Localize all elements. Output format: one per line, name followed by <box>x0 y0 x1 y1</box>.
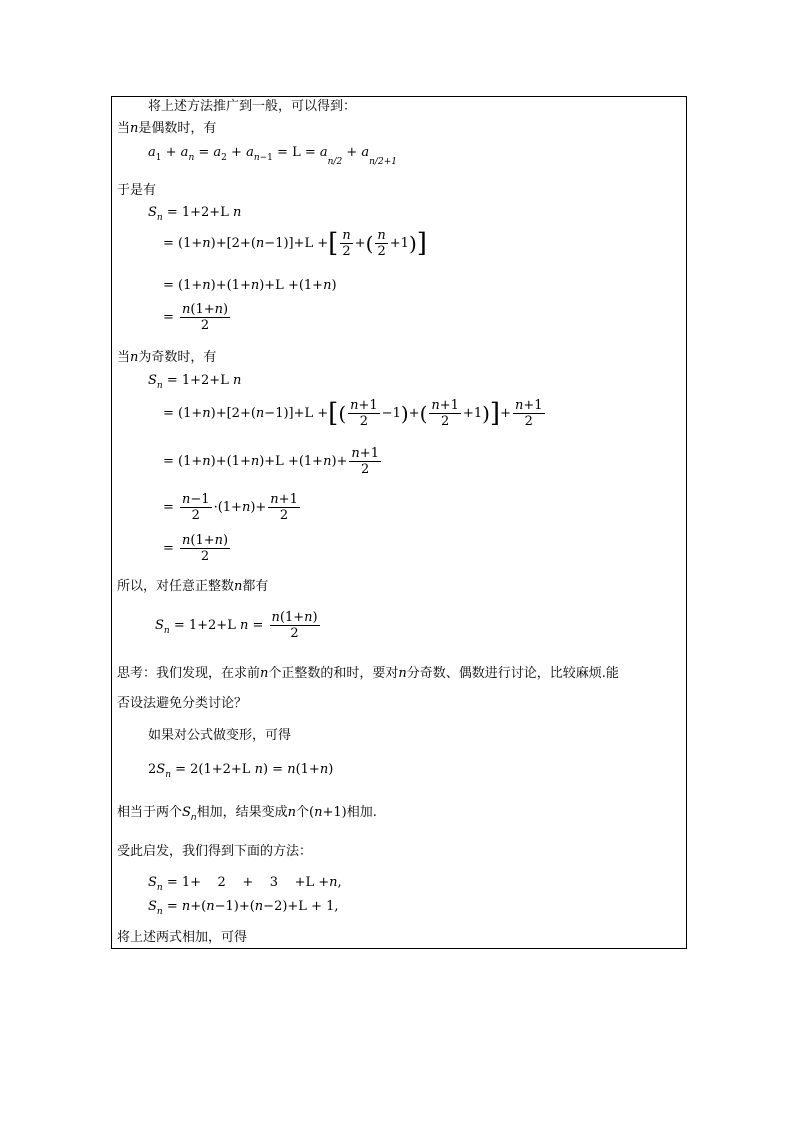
general-formula: $S_n = 1+2+L$ n = $\frac{n(1+n)}{2}$ <box>155 610 318 641</box>
even-step-2: = (1+n)+(1+n)+L +(1+n) <box>163 278 337 293</box>
think-text-2: 否设法避免分类讨论？ <box>117 696 248 711</box>
even-case-heading: 当n是偶数时，有 <box>117 121 217 136</box>
inspired-text: 受此启发，我们得到下面的方法： <box>117 844 313 859</box>
odd-step-1: = (1+n)+[2+(n−1)]+L +[( $\frac{n+1}{2}$ −1)+( $\frac{n+1}{2}$ +1)]+ $\frac{n+1}{2}$ <box>163 398 543 429</box>
therefore-label: 于是有 <box>117 183 157 198</box>
intro-text: 将上述方法推广到一般，可以得到： <box>148 99 357 114</box>
odd-step-3: = $\frac{n-1}{2}$ ·(1+n)+ $\frac{n+1}{2}$ <box>163 492 298 523</box>
even-step-1: = (1+n)+[2+(n−1)]+L +[ $\frac{n}{2}$ +( $\frac{n}{2}$ +1)] <box>163 228 427 259</box>
pair-sum-formula: $a_1 + a_n = a_2 + a_{n-1} = L = a_{n/2} + a_{n/2+1}$ <box>148 145 397 167</box>
add-two-text: 将上述两式相加，可得 <box>117 930 248 945</box>
equivalent-text: 相当于两个$S_n$相加，结果变成n个(n+1)相加. <box>117 805 377 823</box>
transform-text: 如果对公式做变形，可得 <box>148 728 292 743</box>
sum-forward-row: $S_n = 1+$ 2 + 3 +L +n, <box>148 875 342 893</box>
two-sn-formula: $2S_n = 2(1+2+L$ n) = n(1+n) <box>148 762 334 780</box>
odd-step-2: = (1+n)+(1+n)+L +(1+n)+ $\frac{n+1}{2}$ <box>163 446 379 477</box>
sn-definition-even: $S_n = 1+2+L$ n <box>148 205 242 223</box>
even-result: = $\frac{n(1+n)}{2}$ <box>163 302 229 333</box>
sum-backward-row: $S_n = n+(n-1)+(n-2)+L + 1$, <box>148 899 339 917</box>
think-text-1: 思考：我们发现，在求前n个正整数的和时，要对n分奇数、偶数进行讨论，比较麻烦.能 <box>117 666 619 681</box>
odd-case-heading: 当n为奇数时，有 <box>117 350 217 365</box>
conclusion-text: 所以，对任意正整数n都有 <box>117 579 269 594</box>
odd-result: = $\frac{n(1+n)}{2}$ <box>163 533 229 564</box>
sn-definition-odd: $S_n = 1+2+L$ n <box>148 373 242 391</box>
